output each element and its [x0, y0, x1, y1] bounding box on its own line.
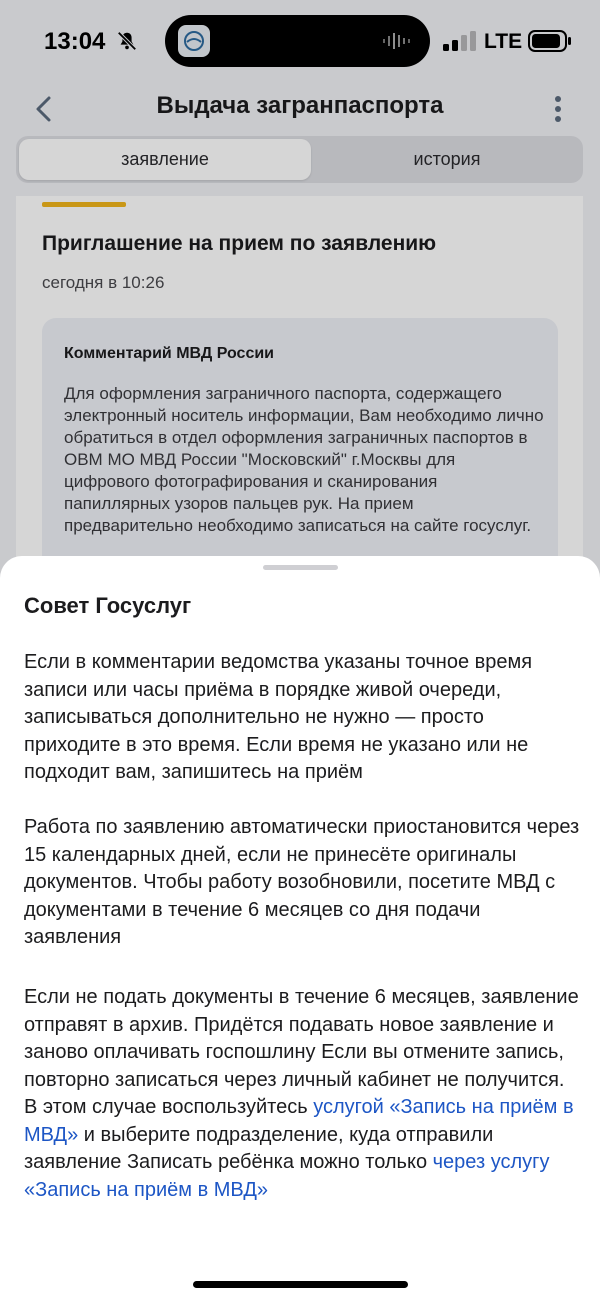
paragraph-text: Если не подать документы в течение 6 месяцев, заявление отправят в архив. Придётся подавать новое заявление и заново оплачивать госпошлину Если вы отмените запись, повторно записаться через личный кабинет не получится. В этом случае воспользуйтесь — [24, 986, 579, 1118]
comment-title: Комментарий МВД России — [64, 345, 275, 362]
card-title: Приглашение на прием по заявлению — [42, 232, 437, 255]
advice-paragraph-3 — [24, 984, 580, 1204]
sheet-grabber[interactable] — [263, 565, 338, 570]
page-title: Выдача загранпаспорта — [156, 92, 444, 119]
card-date: сегодня в 10:26 — [42, 273, 165, 292]
tab-history[interactable]: история — [413, 149, 481, 169]
advice-paragraph-2: Работа по заявлению автоматически приостановится через 15 календарных дней, если не принесёте оригиналы документов. Чтобы работу возобновили, посетите МВД с документами в течение 6 месяцев со дня подачи заявления — [24, 816, 580, 948]
mvd-appointment-service-link[interactable]: услугой «Запись на приём в МВД» — [24, 1096, 574, 1146]
status-time: 13:04 — [44, 28, 106, 55]
advice-bottom-sheet — [0, 556, 600, 1300]
child-appointment-service-link[interactable]: через услугу «Запись на приём в МВД» — [24, 1151, 550, 1201]
paragraph-text: и выберите подразделение, куда отправили заявление Записать ребёнка можно только — [24, 1123, 494, 1173]
tab-application[interactable]: заявление — [19, 139, 311, 180]
comment-text: Для оформления заграничного паспорта, содержащего электронный носитель информации, Вам необходимо лично обратиться в отдел оформления заграничных паспортов в ОВМ МО МВД России "Московский" г.Москвы для цифрового фотографирования и сканирования папиллярных узоров пальцев рук. На прием предварительно необходимо записаться на сайте госуслуг. — [64, 384, 544, 535]
advice-paragraph-1: Если в комментарии ведомства указаны точное время записи или часы приёма в порядке живой очереди, записываться дополнительно не нужно — просто приходите в это время. Если время не указано или не подходит вам, запишитесь на приём — [24, 651, 533, 783]
network-type: LTE — [484, 30, 523, 53]
home-indicator — [193, 1281, 408, 1288]
sheet-title: Совет Госуслуг — [24, 593, 192, 618]
